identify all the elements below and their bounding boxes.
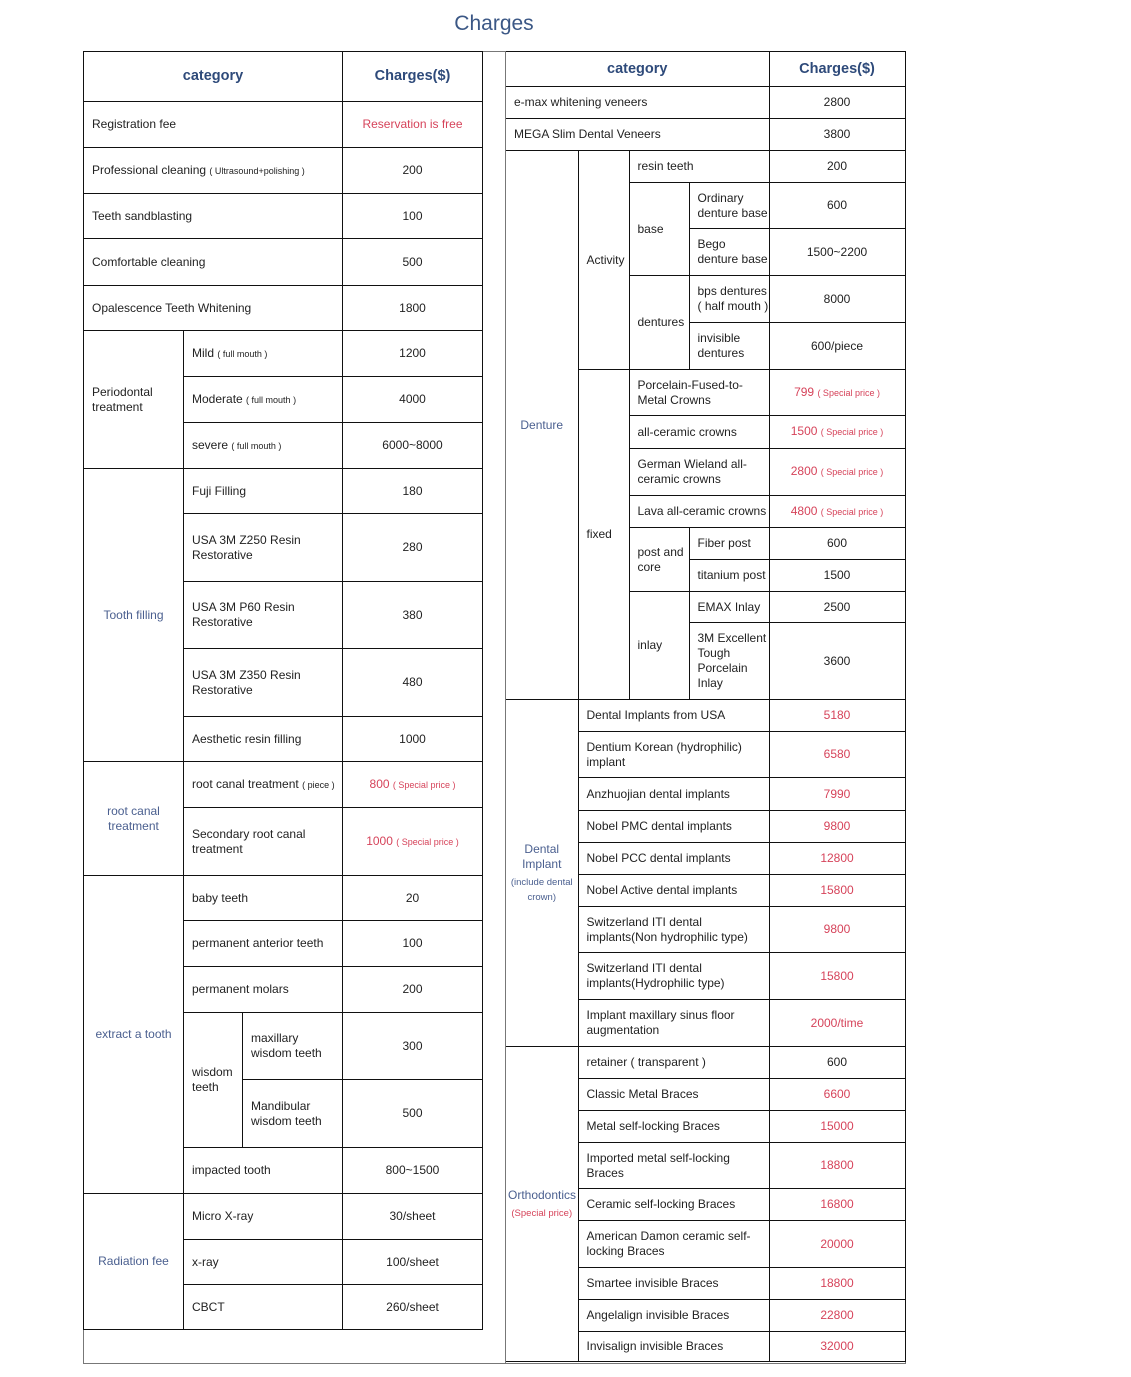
item-cell bbox=[578, 1221, 769, 1268]
price-cell bbox=[343, 423, 483, 469]
item-name: Classic Metal Braces bbox=[586, 1087, 699, 1101]
price-cell bbox=[769, 1189, 905, 1221]
price-cell bbox=[343, 286, 483, 331]
price-value: 15800 bbox=[820, 968, 854, 983]
group-label: base bbox=[637, 221, 664, 236]
item-cell bbox=[184, 1194, 343, 1240]
group-label-cell bbox=[84, 762, 184, 876]
price-cell bbox=[343, 469, 483, 514]
table-row bbox=[84, 331, 483, 377]
price-value: 260/sheet bbox=[386, 1299, 439, 1314]
price-cell bbox=[769, 119, 905, 151]
price-value: 3800 bbox=[823, 127, 851, 141]
item-name: baby teeth bbox=[192, 890, 249, 905]
price-cell bbox=[769, 183, 905, 229]
price-cell bbox=[343, 1148, 483, 1194]
price-value: 1500~2200 bbox=[806, 244, 868, 259]
price-cell bbox=[343, 331, 483, 377]
price-cell bbox=[769, 1047, 905, 1079]
price-cell bbox=[769, 1221, 905, 1268]
price-value: 16800 bbox=[820, 1197, 854, 1211]
item-cell bbox=[578, 700, 769, 732]
price-cell bbox=[343, 582, 483, 649]
table-row bbox=[506, 1047, 905, 1079]
price-value: 200 bbox=[402, 982, 423, 996]
price-cell bbox=[343, 1240, 483, 1285]
price-cell bbox=[769, 416, 905, 449]
price-value: 300 bbox=[402, 1038, 423, 1053]
item-cell bbox=[506, 87, 769, 119]
price-cell bbox=[343, 1080, 483, 1148]
header-row bbox=[506, 52, 905, 87]
item-cell bbox=[84, 102, 343, 148]
table-row bbox=[506, 87, 905, 119]
item-cell bbox=[84, 148, 343, 194]
item-name: CBCT bbox=[192, 1299, 225, 1314]
item-name: Dental Implants from USA bbox=[586, 708, 726, 722]
item-name: resin teeth bbox=[637, 159, 694, 173]
group-label-cell bbox=[578, 370, 629, 700]
price-value: 1800 bbox=[399, 300, 426, 315]
item-name: Porcelain-Fused-to-Metal Crowns bbox=[637, 377, 743, 407]
price-value: 9800 bbox=[823, 922, 851, 936]
price-cell bbox=[769, 953, 905, 1000]
group-label: extract a tooth bbox=[95, 1027, 172, 1041]
price-cell bbox=[769, 623, 905, 700]
price-cell bbox=[769, 370, 905, 416]
item-name: Switzerland ITI dental implants(Non hydrophilic type) bbox=[586, 914, 748, 944]
item-cell bbox=[578, 1189, 769, 1221]
item-cell bbox=[578, 1143, 769, 1189]
price-note: ( Special price ) bbox=[817, 387, 880, 398]
table-row bbox=[84, 762, 483, 808]
item-name: Opalescence Teeth Whitening bbox=[92, 300, 252, 315]
price-cell bbox=[769, 560, 905, 592]
price-value: 20 bbox=[405, 890, 420, 905]
price-cell bbox=[769, 1332, 905, 1362]
group-label-cell bbox=[506, 700, 578, 1047]
item-name: maxillary wisdom teeth bbox=[251, 1031, 322, 1060]
item-cell bbox=[578, 1000, 769, 1047]
price-cell bbox=[343, 967, 483, 1013]
item-cell bbox=[578, 1300, 769, 1332]
item-cell bbox=[578, 1079, 769, 1111]
item-name: USA 3M Z250 Resin Restorative bbox=[192, 532, 301, 562]
price-value: 2800 bbox=[823, 95, 851, 109]
item-cell bbox=[629, 449, 769, 496]
item-name: titanium post bbox=[697, 568, 766, 582]
group-label-cell bbox=[84, 331, 184, 469]
group-label: Denture bbox=[520, 417, 564, 432]
item-name: severe bbox=[192, 437, 229, 452]
price-value: 200 bbox=[827, 159, 848, 173]
price-value: 280 bbox=[402, 540, 423, 554]
item-cell bbox=[689, 528, 769, 560]
group-label: fixed bbox=[586, 527, 612, 541]
price-cell bbox=[769, 1079, 905, 1111]
item-note: ( full mouth ) bbox=[217, 348, 268, 359]
item-name: impacted tooth bbox=[192, 1163, 271, 1177]
price-cell bbox=[769, 229, 905, 276]
price-cell bbox=[343, 377, 483, 423]
table-row bbox=[506, 700, 905, 732]
price-cell bbox=[343, 876, 483, 921]
item-cell bbox=[578, 953, 769, 1000]
table-row bbox=[84, 102, 483, 148]
item-name: root canal treatment bbox=[192, 776, 299, 791]
price-cell bbox=[769, 843, 905, 875]
item-name: German Wieland all-ceramic crowns bbox=[637, 457, 747, 486]
price-value: 18800 bbox=[820, 1158, 854, 1172]
price-cell bbox=[343, 514, 483, 582]
price-cell bbox=[343, 649, 483, 717]
price-value: 6600 bbox=[823, 1087, 851, 1101]
item-name: permanent molars bbox=[192, 982, 289, 996]
price-cell bbox=[769, 875, 905, 907]
price-value: 100 bbox=[402, 208, 423, 223]
item-cell bbox=[578, 843, 769, 875]
price-cell bbox=[343, 808, 483, 876]
item-cell bbox=[184, 469, 343, 514]
item-cell bbox=[578, 1332, 769, 1362]
group-label: post and core bbox=[637, 544, 684, 574]
item-cell bbox=[184, 921, 343, 967]
price-value: 8000 bbox=[823, 291, 851, 306]
price-cell bbox=[769, 1300, 905, 1332]
item-cell bbox=[184, 377, 343, 423]
item-name: Imported metal self-locking Braces bbox=[586, 1150, 730, 1180]
price-cell bbox=[343, 194, 483, 239]
header-charges: Charges($) bbox=[769, 52, 905, 87]
item-name: Dentium Korean (hydrophilic) implant bbox=[586, 739, 742, 769]
item-cell bbox=[84, 239, 343, 286]
table-row bbox=[84, 194, 483, 239]
item-name: Lava all-ceramic crowns bbox=[637, 504, 767, 518]
item-name: Switzerland ITI dental implants(Hydrophilic type) bbox=[586, 961, 725, 990]
group-label: Dental Implant bbox=[522, 841, 562, 871]
item-name: Comfortable cleaning bbox=[92, 254, 206, 269]
price-note: ( Special price ) bbox=[396, 836, 459, 847]
item-cell bbox=[578, 732, 769, 778]
item-name: Professional cleaning bbox=[92, 162, 207, 177]
item-name: x-ray bbox=[192, 1254, 219, 1269]
item-cell bbox=[243, 1080, 343, 1148]
price-cell bbox=[343, 102, 483, 148]
item-name: Secondary root canal treatment bbox=[192, 826, 306, 856]
price-value: 1000 bbox=[399, 731, 426, 746]
group-note: (include dental crown) bbox=[510, 876, 573, 903]
price-cell bbox=[343, 239, 483, 286]
table-row bbox=[506, 151, 905, 183]
item-cell bbox=[689, 323, 769, 370]
item-name: retainer ( transparent ) bbox=[586, 1055, 706, 1069]
price-value: 6000~8000 bbox=[382, 438, 443, 452]
price-cell bbox=[769, 528, 905, 560]
item-cell bbox=[689, 229, 769, 276]
price-value: 6580 bbox=[823, 747, 851, 761]
item-note: ( Ultrasound+polishing ) bbox=[209, 165, 305, 176]
price-cell bbox=[343, 762, 483, 808]
table-row bbox=[84, 148, 483, 194]
item-name: Ordinary denture base bbox=[697, 190, 768, 220]
item-cell bbox=[629, 496, 769, 528]
price-value: 3600 bbox=[823, 653, 851, 668]
price-cell bbox=[769, 87, 905, 119]
price-value: 600 bbox=[827, 198, 848, 212]
item-name: Micro X-ray bbox=[192, 1209, 254, 1223]
price-cell bbox=[769, 1143, 905, 1189]
price-value: 600 bbox=[827, 1055, 848, 1069]
table-row bbox=[84, 469, 483, 514]
group-label-cell bbox=[506, 1047, 578, 1362]
item-cell bbox=[184, 762, 343, 808]
price-cell bbox=[769, 1111, 905, 1143]
charges-table-left bbox=[83, 51, 483, 1330]
item-name: Fiber post bbox=[697, 536, 751, 550]
item-name: Fuji Filling bbox=[192, 483, 247, 498]
group-label-cell bbox=[629, 592, 689, 700]
price-value: 7990 bbox=[823, 786, 851, 801]
price-value: 12800 bbox=[820, 851, 854, 865]
price-value: 2800 bbox=[790, 464, 818, 478]
price-cell bbox=[769, 592, 905, 623]
item-cell bbox=[578, 1268, 769, 1300]
price-value: 1500 bbox=[823, 568, 851, 582]
group-label: Tooth filling bbox=[103, 607, 164, 622]
price-cell bbox=[769, 1000, 905, 1047]
item-name: Bego denture base bbox=[697, 237, 768, 266]
item-cell bbox=[184, 649, 343, 717]
price-cell bbox=[343, 921, 483, 967]
group-label: Activity bbox=[586, 252, 625, 267]
item-cell bbox=[184, 582, 343, 649]
item-cell bbox=[689, 183, 769, 229]
item-name: Smartee invisible Braces bbox=[586, 1276, 719, 1290]
price-cell bbox=[343, 1285, 483, 1330]
group-note: (Special price) bbox=[511, 1207, 573, 1219]
price-cell bbox=[769, 276, 905, 323]
price-note: ( Special price ) bbox=[820, 467, 884, 477]
item-name: Anzhuojian dental implants bbox=[586, 786, 730, 801]
group-label-cell bbox=[84, 1194, 184, 1330]
charges-table-right bbox=[506, 51, 906, 1362]
item-name: Registration fee bbox=[92, 117, 177, 131]
price-value: 600 bbox=[827, 536, 848, 550]
page-title: Charges bbox=[454, 12, 534, 35]
price-value: 1500 bbox=[790, 424, 818, 438]
item-name: permanent anterior teeth bbox=[192, 936, 324, 950]
price-value: 500 bbox=[402, 254, 423, 269]
item-cell bbox=[689, 623, 769, 700]
item-name: Implant maxillary sinus floor augmentation bbox=[586, 1008, 735, 1037]
price-value: 100/sheet bbox=[386, 1254, 439, 1269]
price-cell bbox=[769, 323, 905, 370]
group-label: wisdom teeth bbox=[192, 1065, 233, 1094]
group-label-cell bbox=[84, 876, 184, 1194]
table-row bbox=[84, 876, 483, 921]
item-cell bbox=[629, 416, 769, 449]
group-label: Orthodontics bbox=[508, 1187, 577, 1202]
price-value: 100 bbox=[402, 936, 423, 950]
item-cell bbox=[184, 1240, 343, 1285]
item-name: MEGA Slim Dental Veneers bbox=[514, 127, 661, 141]
item-name: Mild bbox=[192, 345, 215, 360]
group-label: Radiation fee bbox=[98, 1254, 169, 1268]
group-label-cell bbox=[506, 151, 578, 700]
price-value: 20000 bbox=[820, 1236, 854, 1251]
price-cell bbox=[769, 1268, 905, 1300]
item-cell bbox=[506, 119, 769, 151]
item-cell bbox=[184, 967, 343, 1013]
price-value: 4000 bbox=[399, 392, 426, 406]
price-value: 200 bbox=[402, 163, 423, 177]
price-cell bbox=[343, 1194, 483, 1240]
price-value: 18800 bbox=[820, 1276, 854, 1290]
item-name: Invisalign invisible Braces bbox=[586, 1339, 724, 1353]
item-cell bbox=[184, 1285, 343, 1330]
item-name: invisible dentures bbox=[697, 331, 745, 360]
price-cell bbox=[769, 732, 905, 778]
item-name: American Damon ceramic self-locking Braces bbox=[586, 1229, 751, 1258]
table-row bbox=[84, 286, 483, 331]
header-category: category bbox=[84, 52, 343, 102]
header-category: category bbox=[506, 52, 769, 87]
item-cell bbox=[84, 286, 343, 331]
item-cell bbox=[184, 331, 343, 377]
price-value: 15000 bbox=[820, 1119, 854, 1133]
price-value: 500 bbox=[402, 1106, 423, 1120]
item-name: Teeth sandblasting bbox=[92, 208, 193, 223]
table-row bbox=[506, 119, 905, 151]
price-value: 480 bbox=[402, 675, 423, 689]
item-name: Nobel Active dental implants bbox=[586, 883, 738, 897]
item-name: Metal self-locking Braces bbox=[586, 1119, 720, 1133]
item-cell bbox=[184, 876, 343, 921]
item-name: Ceramic self-locking Braces bbox=[586, 1197, 736, 1211]
item-name: USA 3M Z350 Resin Restorative bbox=[192, 667, 301, 697]
table-row bbox=[84, 239, 483, 286]
item-name: all-ceramic crowns bbox=[637, 424, 737, 439]
price-value: 800 bbox=[369, 776, 390, 791]
price-note: ( Special price ) bbox=[392, 779, 456, 790]
price-note: ( Special price ) bbox=[820, 427, 884, 437]
item-cell bbox=[184, 514, 343, 582]
item-cell bbox=[578, 1047, 769, 1079]
price-value: Reservation is free bbox=[362, 117, 463, 131]
item-name: Aesthetic resin filling bbox=[192, 731, 302, 746]
price-cell bbox=[769, 778, 905, 811]
group-label: inlay bbox=[637, 638, 663, 652]
price-value: 32000 bbox=[820, 1339, 854, 1353]
price-cell bbox=[769, 811, 905, 843]
group-label: root canal treatment bbox=[107, 803, 160, 833]
group-label-cell bbox=[629, 528, 689, 592]
item-name: USA 3M P60 Resin Restorative bbox=[192, 600, 295, 629]
item-cell bbox=[578, 778, 769, 811]
price-cell bbox=[769, 449, 905, 496]
price-note: ( Special price ) bbox=[820, 506, 884, 517]
item-note: ( full mouth ) bbox=[246, 394, 297, 405]
item-name: Moderate bbox=[192, 391, 243, 406]
item-cell bbox=[243, 1013, 343, 1080]
group-label-cell bbox=[578, 151, 629, 370]
price-cell bbox=[769, 907, 905, 953]
item-cell bbox=[578, 811, 769, 843]
price-value: 799 bbox=[794, 384, 815, 399]
price-cell bbox=[343, 717, 483, 762]
item-cell bbox=[629, 151, 769, 183]
item-cell bbox=[84, 194, 343, 239]
price-value: 4800 bbox=[790, 503, 818, 518]
item-cell bbox=[689, 592, 769, 623]
item-name: e-max whitening veneers bbox=[514, 95, 648, 109]
item-name: Angelalign invisible Braces bbox=[586, 1308, 730, 1322]
item-cell bbox=[629, 370, 769, 416]
table-row bbox=[84, 1194, 483, 1240]
item-cell bbox=[689, 560, 769, 592]
price-cell bbox=[343, 1013, 483, 1080]
price-cell bbox=[769, 496, 905, 528]
item-cell bbox=[578, 907, 769, 953]
price-value: 15800 bbox=[820, 883, 854, 897]
group-label-cell bbox=[184, 1013, 243, 1148]
item-name: Nobel PCC dental implants bbox=[586, 851, 731, 865]
header-row bbox=[84, 52, 483, 102]
item-cell bbox=[578, 1111, 769, 1143]
price-value: 180 bbox=[402, 483, 423, 498]
price-value: 1200 bbox=[399, 346, 426, 360]
item-name: 3M Excellent Tough Porcelain Inlay bbox=[697, 631, 767, 690]
price-value: 2000/time bbox=[810, 1015, 864, 1030]
price-value: 800~1500 bbox=[385, 1163, 440, 1177]
price-cell bbox=[769, 700, 905, 732]
item-cell bbox=[184, 423, 343, 469]
item-note: ( full mouth ) bbox=[231, 440, 282, 451]
group-label: dentures bbox=[637, 315, 685, 329]
item-name: Mandibular wisdom teeth bbox=[251, 1098, 322, 1128]
price-value: 9800 bbox=[823, 819, 851, 833]
price-value: 5180 bbox=[823, 708, 851, 722]
item-cell bbox=[578, 875, 769, 907]
item-name: Nobel PMC dental implants bbox=[586, 819, 732, 833]
item-cell bbox=[184, 1148, 343, 1194]
price-value: 1000 bbox=[366, 833, 393, 848]
header-charges: Charges($) bbox=[343, 52, 483, 102]
price-cell bbox=[343, 148, 483, 194]
item-cell bbox=[184, 808, 343, 876]
price-cell bbox=[769, 151, 905, 183]
item-name: bps dentures ( half mouth ) bbox=[697, 284, 769, 313]
item-name: EMAX Inlay bbox=[697, 599, 761, 614]
item-cell bbox=[689, 276, 769, 323]
price-value: 30/sheet bbox=[389, 1209, 436, 1223]
group-label-cell bbox=[629, 183, 689, 276]
price-value: 380 bbox=[402, 607, 423, 622]
group-label-cell bbox=[629, 276, 689, 370]
price-value: 2500 bbox=[823, 599, 851, 614]
item-cell bbox=[184, 717, 343, 762]
group-label: Periodontal treatment bbox=[92, 384, 153, 414]
group-label-cell bbox=[84, 469, 184, 762]
price-value: 22800 bbox=[820, 1308, 854, 1322]
price-value: 600/piece bbox=[810, 338, 864, 353]
item-note: ( piece ) bbox=[302, 779, 335, 790]
